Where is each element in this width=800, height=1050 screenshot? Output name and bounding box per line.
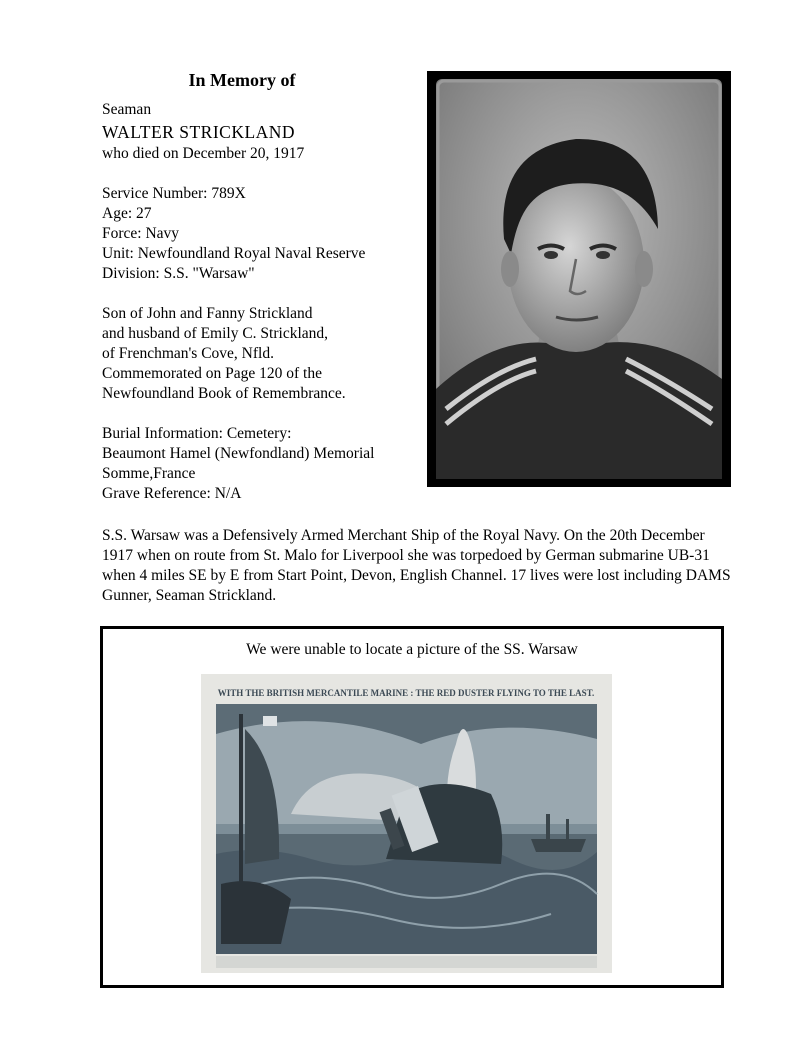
ship-section xyxy=(100,626,724,988)
burial-line: Beaumont Hamel (Newfondland) Memorial xyxy=(102,445,375,462)
ship-history-text: S.S. Warsaw was a Defensively Armed Merchant Ship of the Royal Navy. On the 20th December 1917 when on route from St. Malo for Liverpool she was torpedoed by German submarine UB-31 when 4 miles SE by E from Start Point, Devon, English Channel. 17 lives were lost including DAMS Gunner, Seaman Strickland. xyxy=(102,527,731,604)
ship-caption: We were unable to locate a picture of the SS. Warsaw xyxy=(246,641,578,658)
age: Age: 27 xyxy=(102,205,152,222)
division: Division: S.S. "Warsaw" xyxy=(102,265,255,282)
plate-headline: WITH THE BRITISH MERCANTILE MARINE : THE RED DUSTER FLYING TO THE LAST. xyxy=(217,688,595,698)
death-date: who died on December 20, 1917 xyxy=(102,145,305,162)
family-line: Commemorated on Page 120 of the xyxy=(102,365,322,382)
person-name: WALTER STRICKLAND xyxy=(102,122,296,142)
family-line: of Frenchman's Cove, Nfld. xyxy=(102,345,274,362)
burial-line: Somme,France xyxy=(102,465,196,482)
ship-illustration xyxy=(201,674,612,973)
unit: Unit: Newfoundland Royal Naval Reserve xyxy=(102,245,366,262)
service-record xyxy=(102,100,422,504)
portrait-photo xyxy=(427,71,731,487)
burial-line: Burial Information: Cemetery: xyxy=(102,425,292,442)
service-number: Service Number: 789X xyxy=(102,185,246,202)
portrait-image xyxy=(436,79,722,479)
force: Force: Navy xyxy=(102,225,180,242)
rank-label: Seaman xyxy=(102,101,152,118)
page-title: In Memory of xyxy=(188,70,296,90)
family-line: and husband of Emily C. Strickland, xyxy=(102,325,329,342)
family-line: Newfoundland Book of Remembrance. xyxy=(102,385,346,402)
family-line: Son of John and Fanny Strickland xyxy=(102,305,313,322)
burial-line: Grave Reference: N/A xyxy=(102,485,242,502)
